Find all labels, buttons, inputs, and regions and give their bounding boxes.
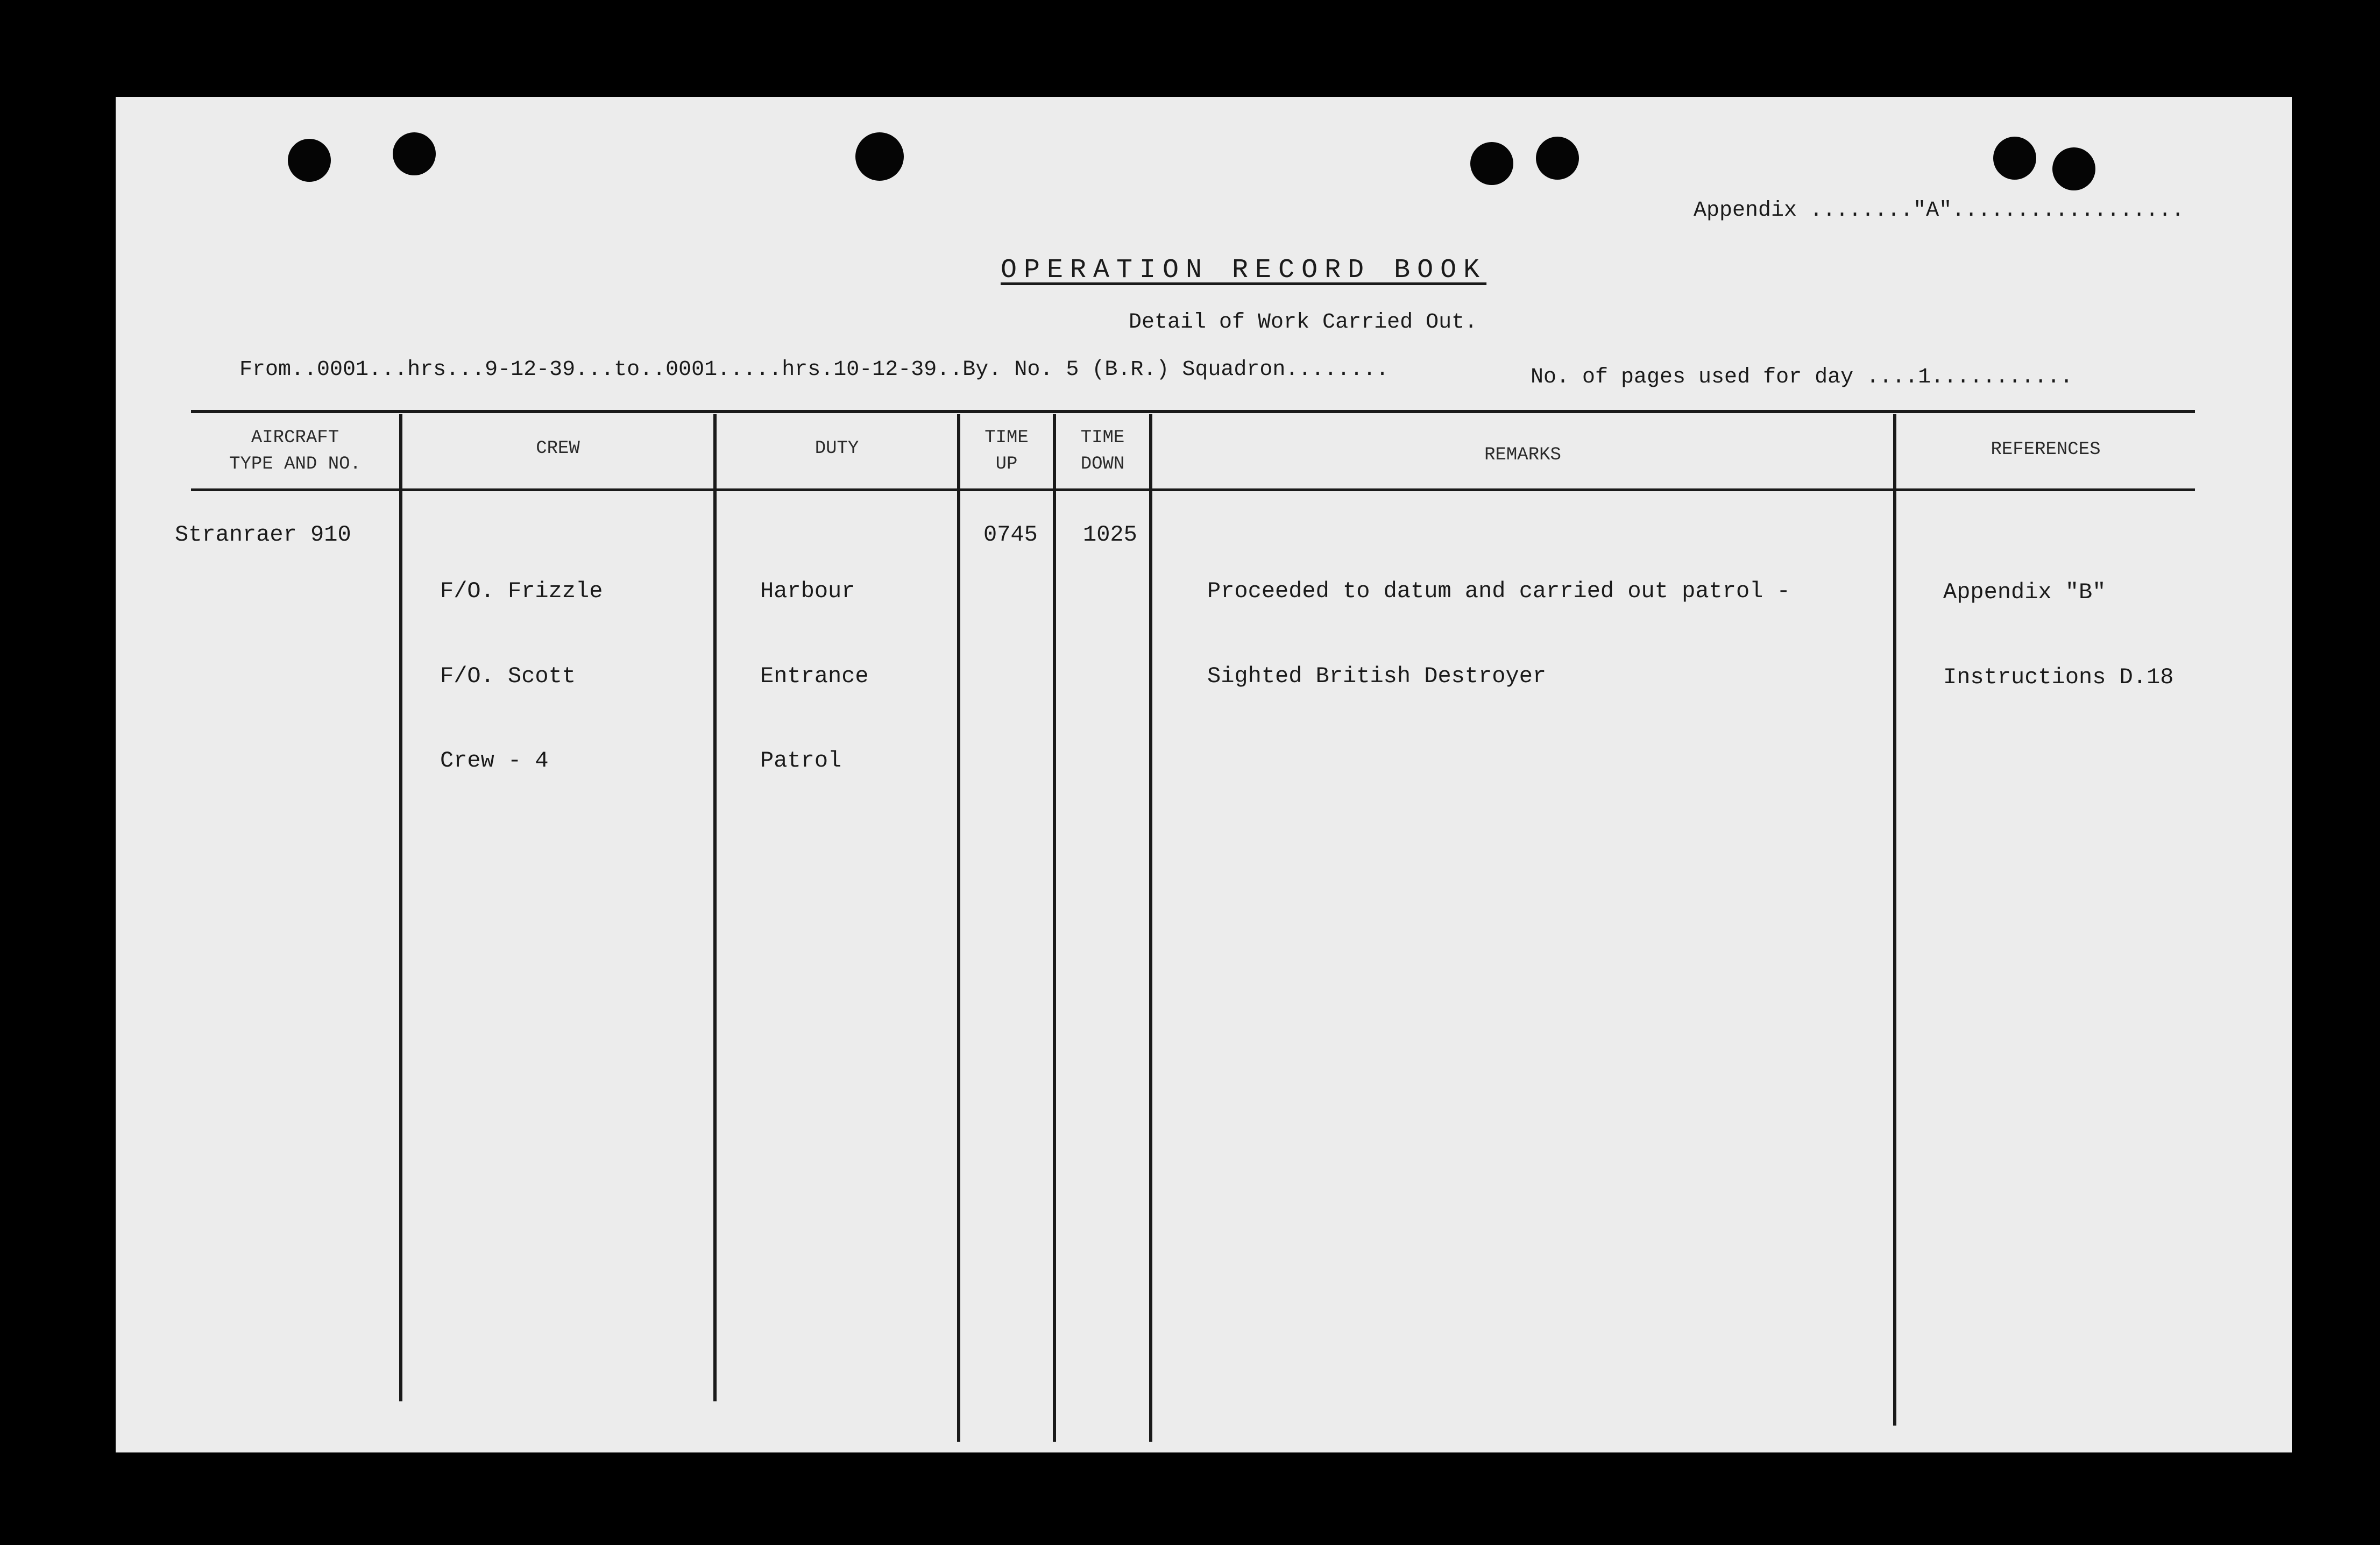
col-header-duty: [717, 436, 957, 462]
cell-aircraft: Stranraer 910: [175, 522, 351, 548]
cell-crew: [440, 521, 603, 803]
cell-duty: [760, 521, 869, 803]
col-header-line: CREW: [536, 438, 580, 459]
column-divider: [1893, 414, 1896, 1426]
page-title: OPERATION RECORD BOOK: [1001, 255, 1487, 286]
col-header-line: UP: [995, 454, 1018, 475]
cell-time-up: 0745: [983, 522, 1038, 548]
page-subtitle: Detail of Work Carried Out.: [1129, 310, 1478, 335]
punch-hole: [2052, 147, 2095, 190]
remarks-line: Proceeded to datum and carried out patrol -: [1207, 578, 1790, 604]
col-header-line: TIME: [984, 428, 1029, 448]
punch-hole: [393, 132, 436, 175]
punch-hole: [1470, 142, 1513, 185]
duty-line: Entrance: [760, 663, 869, 689]
reference-line: Instructions D.18: [1943, 664, 2174, 690]
col-header-line: AIRCRAFT: [251, 428, 339, 448]
col-header-line: DOWN: [1080, 454, 1125, 475]
punch-hole: [855, 132, 904, 181]
crew-member: Crew - 4: [440, 748, 549, 774]
column-divider: [1053, 414, 1056, 1442]
col-header-time-down: [1056, 425, 1149, 478]
col-header-crew: [402, 436, 713, 462]
column-divider: [1149, 414, 1152, 1442]
punch-hole: [1993, 137, 2036, 180]
duty-line: Patrol: [760, 748, 842, 774]
col-header-line: REFERENCES: [1991, 440, 2101, 460]
cell-references: [1943, 522, 2173, 720]
cell-time-down: 1025: [1083, 522, 1137, 548]
col-header-aircraft: [191, 425, 399, 478]
col-header-time-up: [960, 425, 1053, 478]
crew-member: F/O. Scott: [440, 663, 576, 689]
cell-remarks: [1207, 521, 1790, 719]
reference-line: Appendix "B": [1943, 579, 2106, 605]
col-header-line: TYPE AND NO.: [229, 454, 361, 475]
remarks-line: Sighted British Destroyer: [1207, 663, 1547, 689]
appendix-marker: Appendix ........"A"..................: [1694, 199, 2185, 223]
column-divider: [713, 414, 717, 1401]
col-header-remarks: [1152, 442, 1893, 469]
col-header-line: TIME: [1080, 428, 1125, 448]
table-top-rule: [191, 410, 2195, 413]
period-line: From..0001...hrs...9-12-39...to..0001.....hrs.10-12-39..By. No. 5 (B.R.) Squadron........: [239, 358, 1389, 382]
duty-line: Harbour: [760, 578, 855, 604]
column-divider: [399, 414, 402, 1401]
crew-member: F/O. Frizzle: [440, 578, 603, 604]
col-header-references: [1896, 437, 2195, 463]
col-header-line: REMARKS: [1484, 445, 1561, 465]
pages-used: No. of pages used for day ....1...........: [1531, 365, 2073, 389]
punch-hole: [288, 139, 331, 182]
column-divider: [957, 414, 960, 1442]
punch-hole: [1536, 137, 1579, 180]
col-header-line: DUTY: [814, 438, 859, 459]
